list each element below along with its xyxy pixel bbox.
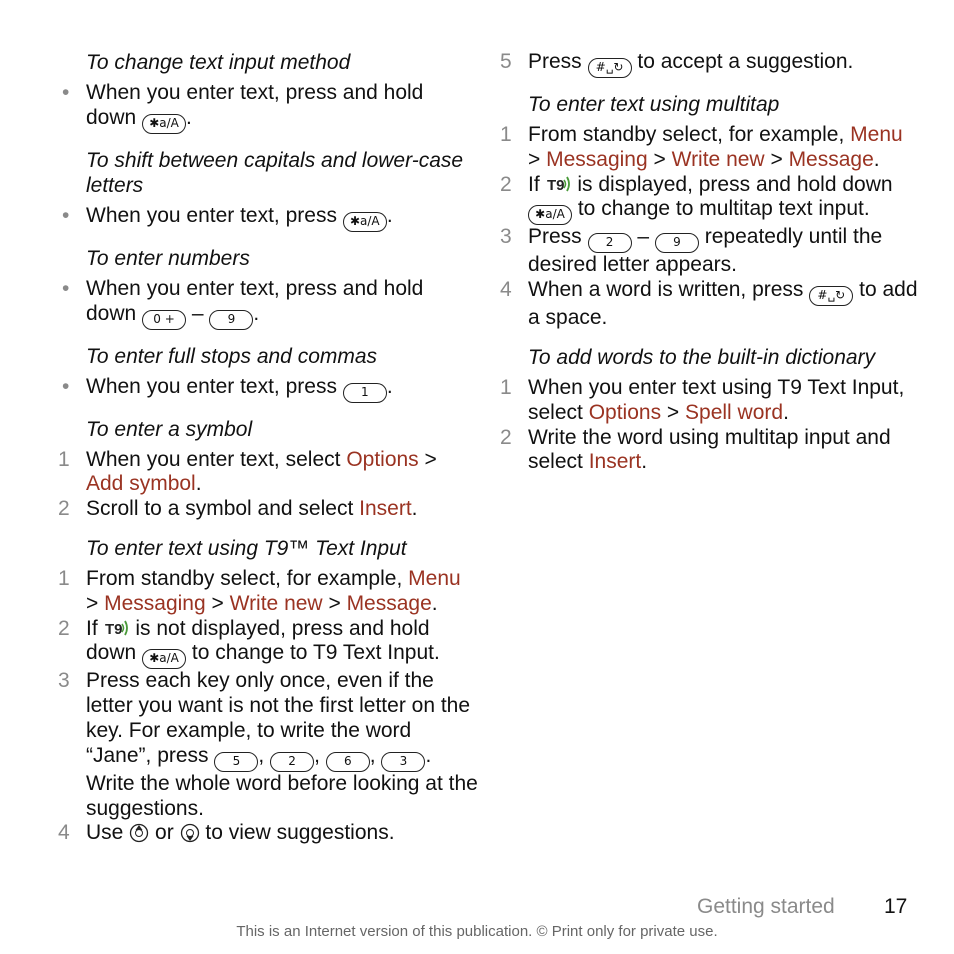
two-key-icon: 2: [270, 752, 314, 772]
item-text: When you enter text, press and hold down: [86, 276, 424, 325]
separator: >: [86, 591, 99, 615]
punctuation: .: [386, 203, 393, 227]
star-key-icon: ✱a/A: [142, 649, 186, 669]
nav-down-icon: [180, 823, 200, 843]
message-link[interactable]: Message: [346, 591, 432, 615]
step-number: 4: [58, 821, 70, 845]
step-text: Press: [528, 225, 582, 249]
dash: –: [191, 301, 204, 325]
numbered-step: [500, 376, 920, 426]
footer-section-title: Getting started: [697, 895, 835, 918]
section-t9-input: [58, 536, 478, 846]
bullet-item: [58, 277, 478, 330]
messaging-link[interactable]: Messaging: [546, 147, 648, 171]
options-link[interactable]: Options: [346, 447, 419, 471]
comma: ,: [258, 743, 265, 767]
message-link[interactable]: Message: [788, 147, 874, 171]
comma: ,: [369, 743, 376, 767]
numbered-step: [500, 426, 920, 476]
write-new-link[interactable]: Write new: [671, 147, 765, 171]
section-heading: To add words to the built-in dictionary: [528, 345, 876, 369]
punctuation: .: [431, 591, 438, 615]
section-enter-symbol: [58, 417, 478, 522]
item-text: When you enter text, press: [86, 203, 337, 227]
right-column: [500, 50, 920, 489]
separator: >: [666, 400, 680, 424]
punctuation: .: [253, 301, 260, 325]
star-key-icon: ✱a/A: [343, 212, 387, 232]
step-text: to add a space.: [528, 278, 918, 330]
bullet: •: [62, 203, 70, 227]
step-number: 1: [58, 566, 70, 590]
numbered-step: [500, 50, 920, 78]
page-number: 17: [884, 895, 908, 918]
step-number: 1: [58, 447, 70, 471]
step-number: 1: [500, 375, 512, 399]
step-text: When a word is written, press: [528, 278, 804, 302]
hash-key-icon: #␣↻: [809, 286, 853, 306]
t9-icon: [546, 173, 572, 195]
item-text: When you enter text, press: [86, 374, 337, 398]
step-number: 2: [500, 425, 512, 449]
step-text: When you enter text, select: [86, 447, 341, 471]
step-text: to accept a suggestion.: [637, 50, 854, 73]
three-key-icon: 3: [381, 752, 425, 772]
separator: >: [770, 147, 783, 171]
messaging-link[interactable]: Messaging: [104, 591, 206, 615]
step-text: Use: [86, 821, 124, 845]
item-text: When you enter text, press and hold down: [86, 81, 424, 129]
section-enter-numbers: [58, 246, 478, 330]
options-link[interactable]: Options: [588, 400, 662, 424]
six-key-icon: 6: [326, 752, 370, 772]
section-heading: To enter a symbol: [86, 417, 253, 441]
section-heading: To enter text using multitap: [528, 93, 780, 116]
punctuation: .: [873, 147, 880, 171]
bullet: •: [62, 81, 70, 104]
spell-word-link[interactable]: Spell word: [685, 400, 784, 424]
two-key-icon: 2: [588, 233, 632, 253]
bullet-item: [58, 204, 478, 232]
step-number: 1: [500, 123, 512, 146]
numbered-step: [58, 497, 478, 522]
section-heading: To enter numbers: [86, 246, 250, 270]
step-text: Write the word using multitap input and select: [528, 425, 891, 474]
numbered-step: [500, 173, 920, 226]
separator: >: [328, 591, 341, 615]
nine-key-icon: 9: [655, 233, 699, 253]
write-new-link[interactable]: Write new: [229, 591, 323, 615]
separator: >: [424, 447, 437, 471]
numbered-step: [58, 448, 478, 498]
t9-icon: [104, 617, 130, 639]
t9-icon-label: T9: [104, 620, 123, 638]
numbered-step: [58, 669, 478, 821]
section-heading: To change text input method: [86, 51, 351, 74]
numbered-step: [58, 617, 478, 670]
section-multitap: [500, 92, 920, 331]
step-text: . Write the whole word before looking at the suggestions.: [86, 743, 478, 820]
bullet-item: [58, 81, 478, 134]
left-column: [58, 50, 478, 860]
section-full-stops: [58, 344, 478, 403]
menu-link[interactable]: Menu: [850, 123, 903, 146]
step-text: If: [528, 172, 540, 196]
step-text: or: [155, 821, 174, 845]
step-text: repeatedly until the desired letter appears.: [528, 225, 883, 277]
bullet-item: [58, 375, 478, 403]
step-number: 3: [58, 669, 70, 693]
star-key-icon: ✱a/A: [528, 205, 572, 225]
separator: >: [528, 147, 541, 171]
comma: ,: [314, 743, 320, 767]
numbered-step: [500, 123, 920, 173]
insert-link[interactable]: Insert: [588, 450, 642, 474]
bullet: •: [62, 374, 70, 398]
add-symbol-link[interactable]: Add symbol: [86, 472, 196, 496]
step-text: If: [86, 616, 98, 640]
t9-icon-label: T9: [546, 176, 565, 194]
step-text: Press: [528, 50, 582, 73]
bullet: •: [62, 276, 70, 300]
nav-up-icon: [129, 823, 149, 843]
numbered-step: [58, 567, 478, 617]
step-text: Scroll to a symbol and select: [86, 497, 354, 521]
numbered-step: [58, 821, 478, 846]
step-text: to view suggestions.: [205, 821, 395, 845]
punctuation: .: [641, 450, 648, 474]
dash: –: [637, 225, 650, 249]
step-text: From standby select, for example,: [86, 566, 403, 590]
step-number: 4: [500, 278, 512, 302]
nine-key-icon: 9: [209, 310, 253, 330]
punctuation: .: [783, 400, 789, 424]
one-key-icon: 1: [343, 383, 387, 403]
punctuation: .: [411, 497, 418, 521]
step-number: 2: [58, 497, 70, 521]
footer-notice: This is an Internet version of this publication. © Print only for private use.: [236, 923, 718, 940]
insert-link[interactable]: Insert: [359, 497, 412, 521]
section-accept-suggestion: [500, 50, 920, 78]
numbered-step: [500, 278, 920, 331]
section-heading: To enter full stops and commas: [86, 344, 378, 368]
step-text: to change to T9 Text Input.: [191, 641, 440, 665]
punctuation: .: [186, 105, 192, 129]
section-shift-case: [58, 148, 478, 232]
step-text: Press each key only once, even if the letter you want is not the first letter on the key. For example, to write the word “Jane”, press: [86, 669, 471, 767]
zero-key-icon: 0 +: [142, 310, 186, 330]
separator: >: [211, 591, 224, 615]
section-heading: To shift between capitals and lower-case letters: [86, 148, 464, 197]
numbered-step: [500, 225, 920, 278]
section-change-input-method: [58, 50, 478, 134]
step-number: 5: [500, 50, 512, 73]
step-number: 2: [58, 616, 70, 640]
punctuation: .: [195, 472, 202, 496]
step-number: 2: [500, 172, 512, 196]
separator: >: [653, 147, 666, 171]
step-text: is not displayed, press and hold down: [86, 616, 430, 665]
step-text: When you enter text using T9 Text Input, select: [528, 375, 905, 424]
section-heading: To enter text using T9™ Text Input: [86, 536, 407, 560]
section-dictionary: [500, 345, 920, 475]
punctuation: .: [386, 374, 393, 398]
menu-link[interactable]: Menu: [408, 566, 461, 590]
step-text: is displayed, press and hold down: [577, 172, 893, 196]
step-text: From standby select, for example,: [528, 123, 845, 146]
five-key-icon: 5: [214, 752, 258, 772]
step-number: 3: [500, 225, 512, 249]
hash-key-icon: #␣↻: [588, 58, 632, 78]
step-text: to change to multitap text input.: [577, 197, 870, 221]
star-key-icon: ✱a/A: [142, 114, 186, 134]
